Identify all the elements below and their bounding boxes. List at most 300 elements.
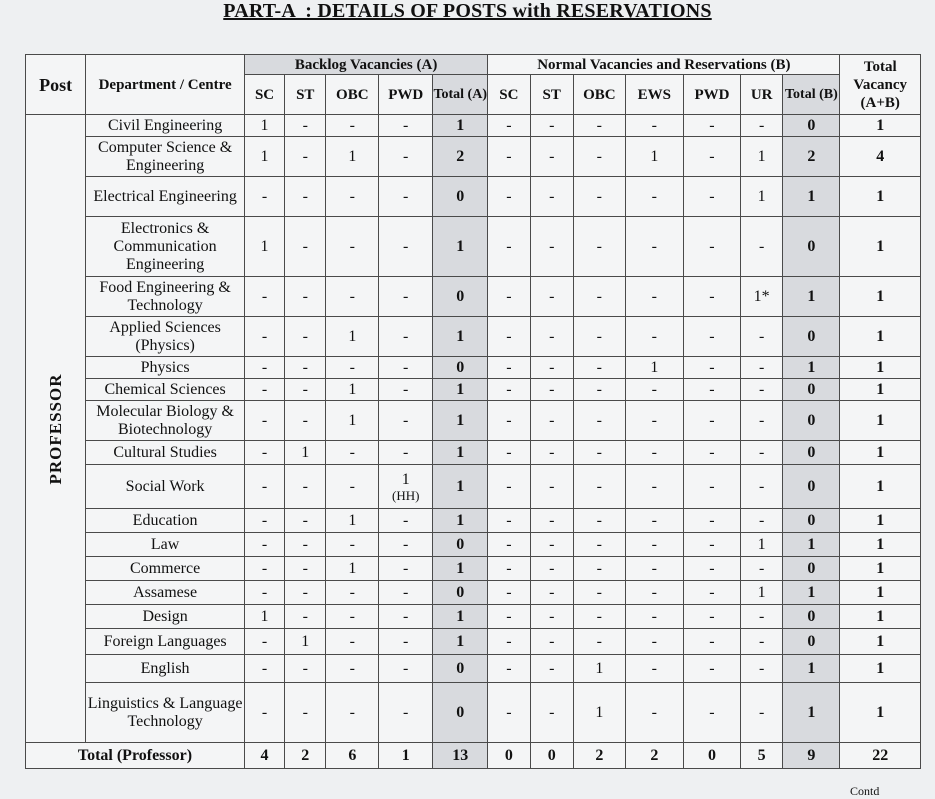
value-cell: 1 [244, 137, 284, 177]
value-cell: - [741, 217, 783, 277]
value-cell: 0 [783, 629, 840, 655]
value-cell: 0 [433, 533, 488, 557]
total-value-cell: 1 [379, 743, 433, 769]
table-row [26, 277, 921, 317]
value-cell: - [379, 683, 433, 743]
value-cell: 1 [326, 557, 379, 581]
value-cell: - [488, 115, 530, 137]
value-cell: - [488, 629, 530, 655]
value-cell: - [488, 317, 530, 357]
header-backlog: Backlog Vacancies (A) [244, 55, 487, 75]
value-cell: 0 [433, 655, 488, 683]
value-cell: - [285, 509, 326, 533]
value-cell: - [285, 217, 326, 277]
value-cell: - [741, 379, 783, 401]
pwd-note: (HH) [392, 487, 420, 503]
table-row [26, 509, 921, 533]
value-cell: - [379, 605, 433, 629]
value-cell: - [326, 533, 379, 557]
value-cell: - [285, 277, 326, 317]
value-cell: - [683, 683, 740, 743]
value-cell: 0 [783, 217, 840, 277]
department-cell: Assamese [86, 581, 245, 605]
value-cell: - [326, 655, 379, 683]
total-value-cell: 0 [530, 743, 573, 769]
value-cell: 1 [840, 177, 921, 217]
value-cell: - [530, 357, 573, 379]
value-cell: - [683, 277, 740, 317]
value-cell: - [573, 357, 625, 379]
value-cell: - [741, 655, 783, 683]
total-value-cell: 2 [573, 743, 625, 769]
value-cell: 1 [285, 441, 326, 465]
value-cell: - [573, 533, 625, 557]
value-cell: - [285, 655, 326, 683]
value-cell: - [625, 533, 683, 557]
value-cell: - [326, 581, 379, 605]
value-cell: - [683, 465, 740, 509]
value-cell: 1 [433, 441, 488, 465]
value-cell: - [285, 581, 326, 605]
value-cell: 1 [433, 115, 488, 137]
total-value-cell: 4 [244, 743, 284, 769]
value-cell: 1 [840, 115, 921, 137]
value-cell: 1 [433, 629, 488, 655]
value-cell: 1 [840, 465, 921, 509]
value-cell: - [625, 557, 683, 581]
value-cell: 1 [326, 137, 379, 177]
table-row [26, 629, 921, 655]
table-row [26, 557, 921, 581]
value-cell: - [285, 533, 326, 557]
department-cell: Commerce [86, 557, 245, 581]
total-value-cell: 5 [741, 743, 783, 769]
value-cell: - [683, 581, 740, 605]
continued-note: Contd [850, 784, 880, 798]
value-cell: 1 [326, 317, 379, 357]
value-cell: - [379, 655, 433, 683]
value-cell: 0 [433, 683, 488, 743]
value-cell: - [244, 465, 284, 509]
value-cell: - [379, 509, 433, 533]
value-cell: 1 [741, 137, 783, 177]
value-cell: - [741, 357, 783, 379]
total-row [26, 743, 921, 769]
value-cell: 1 [625, 137, 683, 177]
value-cell: - [285, 605, 326, 629]
value-cell: - [741, 557, 783, 581]
value-cell: - [379, 557, 433, 581]
subheader-col-9: PWD [683, 75, 740, 115]
value-cell: - [683, 177, 740, 217]
value-cell: - [625, 379, 683, 401]
value-cell: - [741, 401, 783, 441]
value-cell: 1 [840, 357, 921, 379]
value-cell: - [683, 137, 740, 177]
value-cell: - [683, 115, 740, 137]
value-cell: 1 [433, 379, 488, 401]
value-cell: 0 [783, 441, 840, 465]
table-row [26, 317, 921, 357]
value-cell: 1 [244, 217, 284, 277]
department-cell: Computer Science & Engineering [86, 137, 245, 177]
value-cell: - [625, 177, 683, 217]
value-cell: - [379, 177, 433, 217]
value-cell: - [573, 401, 625, 441]
value-cell: - [326, 357, 379, 379]
value-cell: 1 [840, 441, 921, 465]
value-cell: - [683, 401, 740, 441]
reservations-table [25, 54, 921, 769]
value-cell: - [530, 629, 573, 655]
value-cell: - [326, 465, 379, 509]
value-cell: 1 [244, 115, 284, 137]
value-cell: - [683, 533, 740, 557]
value-cell: - [683, 217, 740, 277]
value-cell: - [573, 177, 625, 217]
department-cell: Foreign Languages [86, 629, 245, 655]
value-cell: - [625, 655, 683, 683]
value-cell: - [530, 465, 573, 509]
value-cell: - [530, 115, 573, 137]
value-cell: 1 [433, 217, 488, 277]
value-cell: - [530, 557, 573, 581]
table-row [26, 357, 921, 379]
subheader-col-6: ST [530, 75, 573, 115]
value-cell: - [683, 605, 740, 629]
department-cell: Law [86, 533, 245, 557]
value-cell: - [244, 629, 284, 655]
post-cell [26, 115, 86, 743]
value-cell: 0 [783, 509, 840, 533]
value-cell: 1 [840, 605, 921, 629]
department-cell: Electronics & Communication Engineering [86, 217, 245, 277]
value-cell: - [488, 533, 530, 557]
value-cell: - [625, 465, 683, 509]
value-cell: - [379, 401, 433, 441]
value-cell: - [285, 379, 326, 401]
value-cell: 1 [433, 401, 488, 441]
value-cell: 1 [741, 177, 783, 217]
value-cell: - [326, 177, 379, 217]
value-cell: 1 [783, 177, 840, 217]
value-cell: 0 [783, 115, 840, 137]
subheader-col-0: SC [244, 75, 284, 115]
value-cell: - [530, 683, 573, 743]
value-cell: - [683, 379, 740, 401]
value-cell: - [683, 441, 740, 465]
value-cell: - [573, 115, 625, 137]
header-department: Department / Centre [86, 55, 245, 115]
value-cell: - [573, 465, 625, 509]
value-cell: - [625, 217, 683, 277]
value-cell: 1 [783, 655, 840, 683]
value-cell: - [741, 441, 783, 465]
value-cell: 1* [741, 277, 783, 317]
value-cell: - [244, 401, 284, 441]
value-cell: - [285, 177, 326, 217]
value-cell: - [530, 177, 573, 217]
value-cell: - [379, 137, 433, 177]
post-name: PROFESSOR [45, 372, 65, 485]
table-row [26, 683, 921, 743]
value-cell: 1 [840, 379, 921, 401]
department-cell: Social Work [86, 465, 245, 509]
value-cell: - [379, 441, 433, 465]
value-cell: 0 [433, 357, 488, 379]
value-cell: 0 [783, 465, 840, 509]
value-cell: 1 [433, 605, 488, 629]
value-cell: 1 [244, 605, 284, 629]
value-cell: - [625, 277, 683, 317]
value-cell: 0 [433, 177, 488, 217]
subheader-col-1: ST [285, 75, 326, 115]
value-cell: - [488, 655, 530, 683]
value-cell: - [488, 379, 530, 401]
value-cell: - [488, 581, 530, 605]
value-cell: 2 [433, 137, 488, 177]
total-value-cell: 6 [326, 743, 379, 769]
value-cell: - [530, 379, 573, 401]
table-row [26, 655, 921, 683]
value-cell: - [488, 277, 530, 317]
department-cell: Education [86, 509, 245, 533]
subheader-col-11: Total (B) [783, 75, 840, 115]
table-row [26, 379, 921, 401]
value-cell: - [285, 317, 326, 357]
value-cell: - [244, 509, 284, 533]
value-cell: 1 [741, 581, 783, 605]
value-cell: - [488, 683, 530, 743]
header-normal: Normal Vacancies and Reservations (B) [488, 55, 840, 75]
value-cell: - [379, 357, 433, 379]
value-cell: 1 [326, 379, 379, 401]
value-cell: - [741, 629, 783, 655]
table-row [26, 581, 921, 605]
department-cell: English [86, 655, 245, 683]
department-cell: Food Engineering & Technology [86, 277, 245, 317]
value-cell: - [326, 115, 379, 137]
value-cell: - [488, 401, 530, 441]
value-cell: - [488, 509, 530, 533]
value-cell: - [488, 605, 530, 629]
value-cell: - [244, 533, 284, 557]
value-cell: 1 [783, 357, 840, 379]
value-cell: 0 [433, 581, 488, 605]
subheader-col-8: EWS [625, 75, 683, 115]
value-cell: 1 [573, 655, 625, 683]
value-cell: - [530, 581, 573, 605]
value-cell: - [573, 441, 625, 465]
value-cell: - [625, 581, 683, 605]
value-cell: 1 [840, 557, 921, 581]
value-cell: - [244, 683, 284, 743]
value-cell: - [244, 655, 284, 683]
value-cell: - [573, 557, 625, 581]
value-cell: 1 [840, 277, 921, 317]
header-total-vacancy: Total Vacancy (A+B) [840, 55, 921, 115]
value-cell: - [488, 465, 530, 509]
value-cell: - [488, 441, 530, 465]
value-cell: - [683, 655, 740, 683]
department-cell: Molecular Biology & Biotechnology [86, 401, 245, 441]
value-cell: - [285, 357, 326, 379]
value-cell: - [625, 605, 683, 629]
value-cell: - [573, 509, 625, 533]
value-cell: - [244, 277, 284, 317]
value-cell: - [530, 533, 573, 557]
value-cell: - [530, 401, 573, 441]
value-cell: - [326, 605, 379, 629]
value-cell: - [683, 557, 740, 581]
value-cell [379, 465, 433, 509]
value-cell: 1 [783, 581, 840, 605]
value-cell: - [530, 655, 573, 683]
value-cell: - [573, 277, 625, 317]
value-cell: - [625, 441, 683, 465]
value-cell: - [379, 317, 433, 357]
value-cell: 1 [783, 683, 840, 743]
department-cell: Electrical Engineering [86, 177, 245, 217]
value-cell: 1 [840, 509, 921, 533]
value-cell: - [488, 357, 530, 379]
value-cell: - [530, 217, 573, 277]
department-cell: Chemical Sciences [86, 379, 245, 401]
value-cell: 0 [783, 401, 840, 441]
value-cell: - [625, 317, 683, 357]
total-value-cell: 0 [683, 743, 740, 769]
value-cell: - [683, 317, 740, 357]
value-cell: - [244, 317, 284, 357]
value-cell: - [379, 277, 433, 317]
value-cell: - [488, 137, 530, 177]
value-cell: - [573, 605, 625, 629]
value-cell: - [573, 217, 625, 277]
value-cell: 1 [741, 533, 783, 557]
subheader-col-10: UR [741, 75, 783, 115]
value-cell: - [683, 629, 740, 655]
value-cell: - [573, 379, 625, 401]
value-cell: 1 [840, 629, 921, 655]
value-cell: 1 [285, 629, 326, 655]
value-cell: 2 [783, 137, 840, 177]
department-cell: Civil Engineering [86, 115, 245, 137]
value-cell: 0 [783, 317, 840, 357]
value-cell: 1 [840, 401, 921, 441]
value-cell: 0 [783, 379, 840, 401]
table-row [26, 605, 921, 629]
total-value-cell: 22 [840, 743, 921, 769]
value-cell: 1 [433, 317, 488, 357]
value-cell: - [326, 277, 379, 317]
subheader-col-4: Total (A) [433, 75, 488, 115]
value-cell: - [244, 557, 284, 581]
value-cell: - [379, 217, 433, 277]
value-cell: 0 [433, 277, 488, 317]
total-value-cell: 9 [783, 743, 840, 769]
value-cell: - [741, 317, 783, 357]
subheader-col-7: OBC [573, 75, 625, 115]
value-cell: 1 [840, 581, 921, 605]
value-cell: - [285, 115, 326, 137]
total-value-cell: 0 [488, 743, 530, 769]
value-cell: - [244, 357, 284, 379]
value-cell: 1 [840, 655, 921, 683]
value-cell: - [244, 177, 284, 217]
value-cell: - [625, 629, 683, 655]
table-row [26, 401, 921, 441]
value-cell: - [488, 557, 530, 581]
value-cell: 1 [433, 465, 488, 509]
value-cell: - [379, 379, 433, 401]
value-cell: 1 [840, 217, 921, 277]
value-cell: 1 [840, 533, 921, 557]
value-cell: - [488, 177, 530, 217]
value-cell: - [244, 379, 284, 401]
department-cell: Cultural Studies [86, 441, 245, 465]
value-cell: 1 [840, 683, 921, 743]
table-row [26, 217, 921, 277]
table-row [26, 137, 921, 177]
value-cell: - [683, 509, 740, 533]
value-cell: - [573, 581, 625, 605]
table-row [26, 533, 921, 557]
value-cell: - [573, 629, 625, 655]
value-cell: - [530, 441, 573, 465]
value-cell: 1 [433, 557, 488, 581]
table-row [26, 441, 921, 465]
value-cell: 1 [573, 683, 625, 743]
subheader-col-2: OBC [326, 75, 379, 115]
value-cell: - [625, 115, 683, 137]
value-cell: - [573, 317, 625, 357]
value-cell: - [530, 277, 573, 317]
department-cell: Design [86, 605, 245, 629]
value-cell: 0 [783, 605, 840, 629]
value-cell: - [285, 137, 326, 177]
value-cell: - [683, 357, 740, 379]
page-title: PART-A : DETAILS OF POSTS with RESERVATIONS [223, 0, 712, 22]
value-cell: 0 [783, 557, 840, 581]
value-cell: - [379, 629, 433, 655]
value-cell: - [625, 509, 683, 533]
value-cell: - [326, 683, 379, 743]
value-cell: 1 [326, 509, 379, 533]
table-row [26, 115, 921, 137]
value-cell: 1 [625, 357, 683, 379]
value-cell: 1 [433, 509, 488, 533]
value-cell: 1 [326, 401, 379, 441]
value-cell: - [530, 605, 573, 629]
total-value-cell: 2 [285, 743, 326, 769]
total-value-cell: 2 [625, 743, 683, 769]
value-cell: - [244, 441, 284, 465]
value-cell: 1 [783, 277, 840, 317]
value-cell: - [326, 217, 379, 277]
value-cell: - [285, 401, 326, 441]
value-cell: - [285, 557, 326, 581]
department-cell: Linguistics & Language Technology [86, 683, 245, 743]
value-cell: - [741, 465, 783, 509]
department-cell: Physics [86, 357, 245, 379]
value-cell: - [488, 217, 530, 277]
header-post: Post [26, 55, 86, 115]
value-cell: - [741, 115, 783, 137]
total-value-cell: 13 [433, 743, 488, 769]
table-row [26, 177, 921, 217]
department-cell: Applied Sciences (Physics) [86, 317, 245, 357]
subheader-col-5: SC [488, 75, 530, 115]
